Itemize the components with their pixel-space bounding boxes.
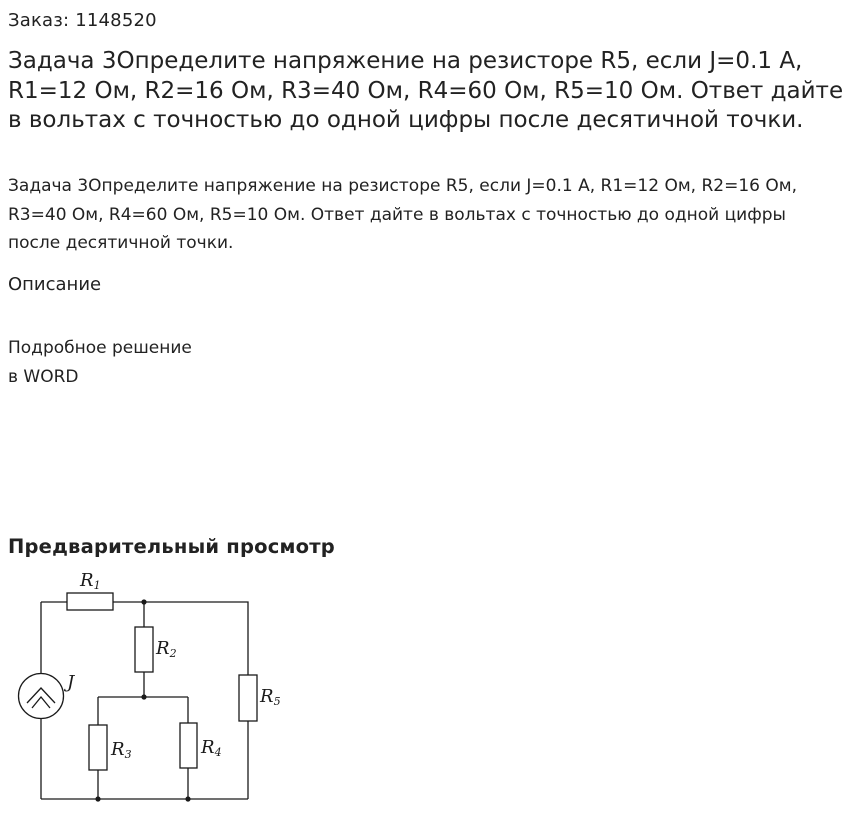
junction-bottom-left <box>95 796 100 801</box>
description-text <box>8 334 192 391</box>
label-r3: R3 <box>111 739 132 761</box>
junction-bottom-right <box>185 796 190 801</box>
task-text: Задача 3Определите напряжение на резисторе R5, если J=0.1 А, R1=12 Ом, R2=16 Ом, R3=40 Ом, R4=60 Ом, R5=10 Ом. Ответ дайте в вольтах с точностью до одной цифры после десятичной точки. <box>8 176 797 253</box>
label-j: J <box>67 672 75 693</box>
preview-title: Предварительный просмотр <box>8 535 335 558</box>
resistor-r2 <box>135 627 153 672</box>
current-source-arrow <box>27 688 55 708</box>
junction-mid <box>141 694 146 699</box>
circuit-diagram <box>14 566 290 806</box>
label-r2: R2 <box>156 638 177 660</box>
label-r5: R5 <box>260 686 281 708</box>
description-label: Описание <box>8 274 102 295</box>
junction-top <box>141 599 146 604</box>
resistor-r3 <box>89 725 107 770</box>
resistor-r1 <box>67 593 113 610</box>
label-r4: R4 <box>201 737 222 759</box>
resistor-r5 <box>239 675 257 721</box>
label-r1: R1 <box>80 570 101 592</box>
task-heading: Задача 3Определите напряжение на резисторе R5, если J=0.1 А, R1=12 Ом, R2=16 Ом, R3=40 Ом, R4=60 Ом, R5=10 Ом. Ответ дайте в вольтах с точностью до одной цифры после десятичной точки. <box>8 48 844 133</box>
order-number: Заказ: 1148520 <box>8 10 157 31</box>
description-line-1: Подробное решение <box>8 338 192 358</box>
description-line-2: в WORD <box>8 366 79 387</box>
resistor-r4 <box>180 723 197 768</box>
wire-top-right <box>113 602 248 675</box>
